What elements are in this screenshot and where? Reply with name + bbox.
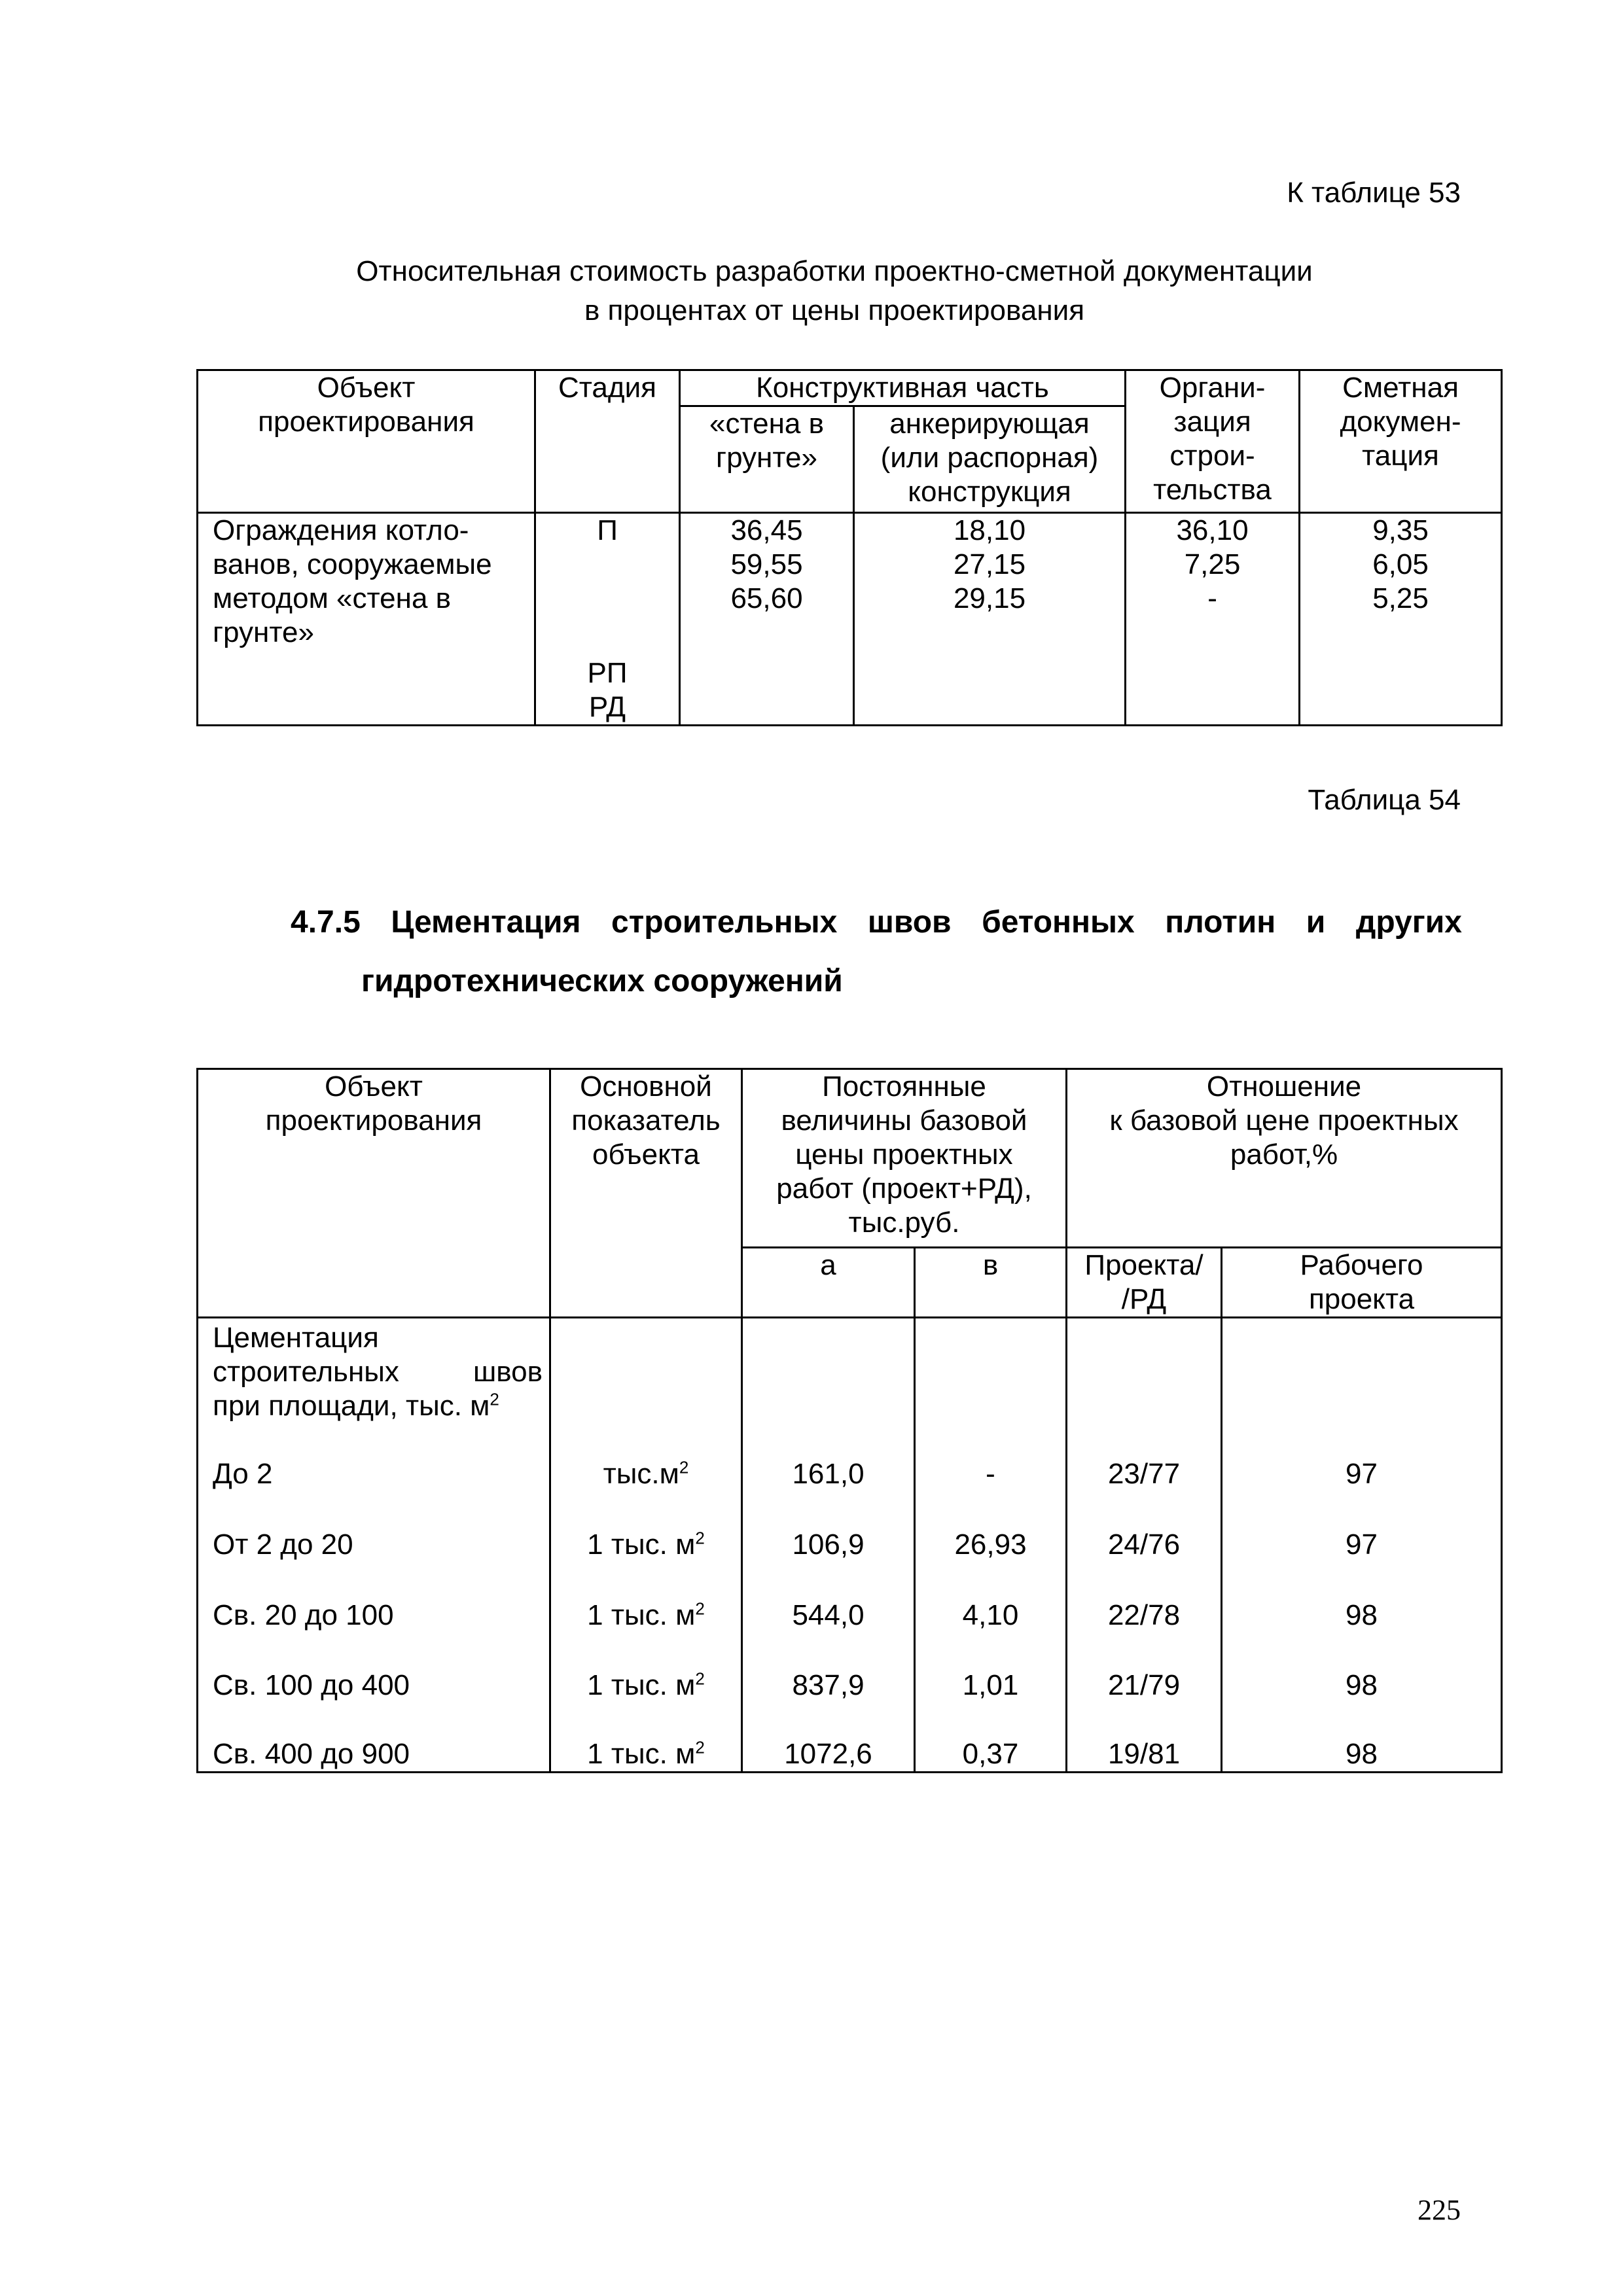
table-54-label: Таблица 54 bbox=[1308, 784, 1461, 816]
header-wall: «стена в грунте» bbox=[680, 406, 854, 513]
section-heading: 4.7.5 Цементация строительных швов бетонных плотин и других гидротехнических сооружений bbox=[291, 905, 1462, 998]
anchor-value: 18,10 bbox=[953, 514, 1026, 546]
estimate-value: 5,25 bbox=[1372, 582, 1429, 614]
organization-value: 36,10 bbox=[1176, 514, 1249, 546]
unit: 1 тыс. $м^2$ bbox=[550, 1651, 742, 1720]
table-row bbox=[198, 513, 1502, 726]
value-b: - bbox=[915, 1439, 1067, 1510]
stage: РП bbox=[587, 657, 628, 689]
unit: $тыс.м^2$ bbox=[550, 1439, 742, 1510]
table-row bbox=[198, 1580, 1502, 1651]
ratio: 23/77 bbox=[1067, 1439, 1222, 1510]
range: От 2 до 20 bbox=[198, 1510, 550, 1580]
header-object: Объект проектирования bbox=[198, 370, 535, 513]
organization-value: - bbox=[1207, 582, 1217, 614]
table-reference-label: К таблице 53 bbox=[1287, 177, 1461, 209]
anchor-value: 29,15 bbox=[953, 582, 1026, 614]
unit: 1 тыс. $м^2$ bbox=[550, 1510, 742, 1580]
range: Св. 100 до 400 bbox=[198, 1651, 550, 1720]
working-value: 97 bbox=[1222, 1510, 1502, 1580]
wall-value: 36,45 bbox=[730, 514, 803, 546]
wall-value: 65,60 bbox=[730, 582, 803, 614]
value-b: 26,93 bbox=[915, 1510, 1067, 1580]
ratio: 22/78 bbox=[1067, 1580, 1222, 1651]
value-b: 4,10 bbox=[915, 1580, 1067, 1651]
anchor-value: 27,15 bbox=[953, 548, 1026, 580]
unit: 1 тыс. $м^2$ bbox=[550, 1580, 742, 1651]
header-a: а bbox=[742, 1248, 915, 1318]
table-row bbox=[198, 1651, 1502, 1720]
header-constants: Постоянные величины базовой цены проектных работ (проект+РД), тыс.руб. bbox=[742, 1069, 1067, 1248]
value-a: 106,9 bbox=[742, 1510, 915, 1580]
table-row bbox=[198, 1318, 1502, 1439]
intro-text: Цементация строительных швов при площади, тыс. $м^2$ bbox=[198, 1318, 550, 1439]
table-54 bbox=[196, 1068, 1503, 1773]
table-row bbox=[198, 1439, 1502, 1510]
title-line: Относительная стоимость разработки проектно-сметной документации bbox=[356, 255, 1313, 287]
range: До 2 bbox=[198, 1439, 550, 1510]
header-project-rd: Проекта/ /РД bbox=[1067, 1248, 1222, 1318]
header-structural: Конструктивная часть bbox=[680, 370, 1126, 406]
page-number: 225 bbox=[1418, 2194, 1461, 2226]
organization-value: 7,25 bbox=[1184, 548, 1241, 580]
table-title bbox=[196, 252, 1472, 330]
value-b: 0,37 bbox=[915, 1720, 1067, 1773]
ratio: 21/79 bbox=[1067, 1651, 1222, 1720]
header-ratio: Отношение к базовой цене проектных работ,% bbox=[1067, 1069, 1502, 1248]
ratio: 19/81 bbox=[1067, 1720, 1222, 1773]
header-object: Объект проектирования bbox=[198, 1069, 550, 1318]
table-row bbox=[198, 1510, 1502, 1580]
header-organization: Органи- зация строи- тельства bbox=[1126, 370, 1300, 513]
stage: РД bbox=[588, 691, 626, 723]
value-a: 161,0 bbox=[742, 1439, 915, 1510]
table-53 bbox=[196, 369, 1503, 726]
header-anchor: анкерирующая (или распорная) конструкция bbox=[854, 406, 1126, 513]
header-estimate: Сметная докумен- тация bbox=[1300, 370, 1502, 513]
estimate-value: 9,35 bbox=[1372, 514, 1429, 546]
working-value: 97 bbox=[1222, 1439, 1502, 1510]
ratio: 24/76 bbox=[1067, 1510, 1222, 1580]
header-b: в bbox=[915, 1248, 1067, 1318]
value-a: 837,9 bbox=[742, 1651, 915, 1720]
title-line: в процентах от цены проектирования bbox=[584, 294, 1085, 327]
working-value: 98 bbox=[1222, 1651, 1502, 1720]
estimate-value: 6,05 bbox=[1372, 548, 1429, 580]
value-a: 544,0 bbox=[742, 1580, 915, 1651]
wall-value: 59,55 bbox=[730, 548, 803, 580]
header-indicator: Основной показатель объекта bbox=[550, 1069, 742, 1318]
object-name: Ограждения котло- ванов, сооружаемые методом «стена в грунте» bbox=[198, 513, 535, 726]
range: Св. 20 до 100 bbox=[198, 1580, 550, 1651]
working-value: 98 bbox=[1222, 1580, 1502, 1651]
range: Св. 400 до 900 bbox=[198, 1720, 550, 1773]
value-a: 1072,6 bbox=[742, 1720, 915, 1773]
table-row bbox=[198, 1720, 1502, 1773]
stage: П bbox=[597, 514, 618, 546]
unit: 1 тыс. $м^2$ bbox=[550, 1720, 742, 1773]
value-b: 1,01 bbox=[915, 1651, 1067, 1720]
working-value: 98 bbox=[1222, 1720, 1502, 1773]
header-working: Рабочего проекта bbox=[1222, 1248, 1502, 1318]
header-stage: Стадия bbox=[535, 370, 680, 513]
